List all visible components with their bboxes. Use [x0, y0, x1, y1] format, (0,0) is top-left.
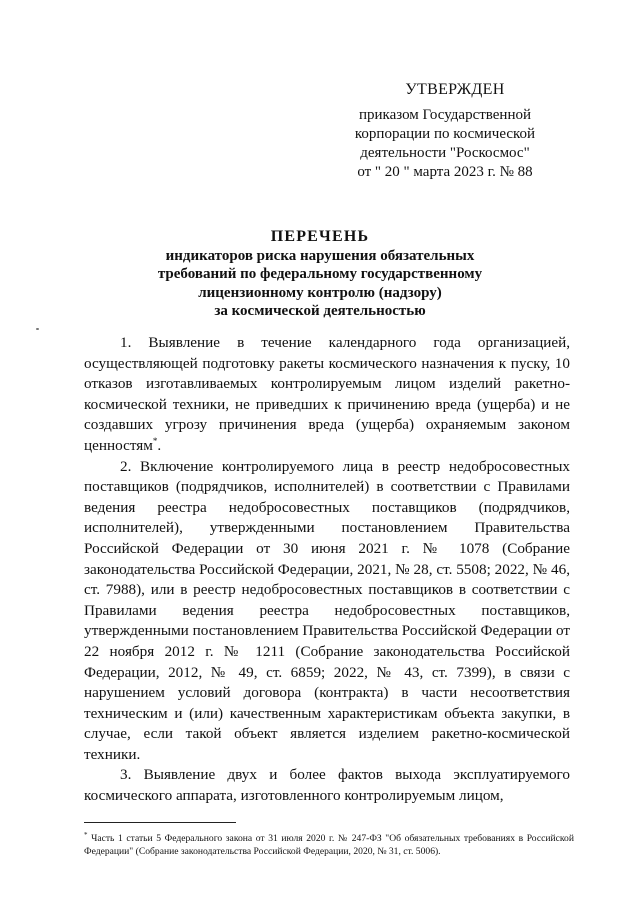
paragraph-1-tail: .: [157, 436, 162, 454]
paragraph-1-text: 1. Выявление в течение календарного года организацией, осуществляющей подготовку ракеты космического назначения к пуску, 10 отказов изготавливаемых контролируемым лицом изделий ракетно-космической техники, не приведших к причинению вреда (ущерба) и не создавших угрозу причинения вреда (ущерба) охраняемым законом ценностям: [84, 334, 570, 454]
heading-title: ПЕРЕЧЕНЬ: [270, 228, 370, 245]
scan-speck: [36, 328, 39, 330]
footnote-mark: *: [84, 831, 88, 839]
heading-line: за космической деятельностью: [214, 303, 426, 319]
footnote-text: Часть 1 статьи 5 Федерального закона от 31 июля 2020 г. № 247-ФЗ "Об обязательных требованиях в Российской Федерации" (Собрание законодательства Российской Федерации, 2020, № 31, ст. 5006).: [84, 833, 574, 858]
approval-line: приказом Государственной: [358, 107, 532, 123]
heading-line: требований по федеральному государственному: [157, 266, 483, 282]
document-heading: [100, 228, 540, 321]
document-body: [84, 333, 570, 807]
paragraph-1: [84, 333, 570, 457]
paragraph-2: 2. Включение контролируемого лица в реестр недобросовестных поставщиков (подрядчиков, исполнителей) в соответствии с Правилами ведения реестра недобросовестных поставщиков (подрядчиков, исполнителей), утвержденными постановлением Правительства Российской Федерации от 30 июня 2021 г. № 1078 (Собрание законодательства Российской Федерации, 2021, № 28, ст. 5508; 2022, № 46, ст. 7988), или в реестр недобросовестных поставщиков в соответствии с Правилами ведения реестра недобросовестных поставщиков, утвержденными постановлением Правительства Российской Федерации от 22 ноября 2012 г. № 1211 (Собрание законодательства Российской Федерации, 2012, № 49, ст. 6859; 2022, № 43, ст. 7399), в связи с нарушением условий договора (контракта) в части несоответствия техническим и (или) качественным характеристикам объекта закупки, в случае, если такой объект является изделием ракетно-космической техники.: [84, 457, 570, 763]
approval-title: УТВЕРЖДЕН: [405, 81, 505, 98]
heading-line: лицензионному контролю (надзору): [198, 284, 442, 301]
approval-line: корпорации по космической: [354, 126, 536, 142]
approval-block: [340, 80, 550, 182]
approval-line: от " 20 " марта 2023 г. № 88: [357, 164, 533, 180]
approval-line: деятельности "Роскосмос": [360, 145, 530, 161]
heading-line: индикаторов риска нарушения обязательных: [165, 247, 475, 264]
footnote-divider: [84, 822, 236, 823]
footnote-reference: *: [152, 435, 158, 446]
paragraph-3: 3. Выявление двух и более фактов выхода эксплуатируемого космического аппарата, изготовленного контролируемым лицом,: [84, 766, 570, 805]
footnote: [84, 829, 574, 858]
